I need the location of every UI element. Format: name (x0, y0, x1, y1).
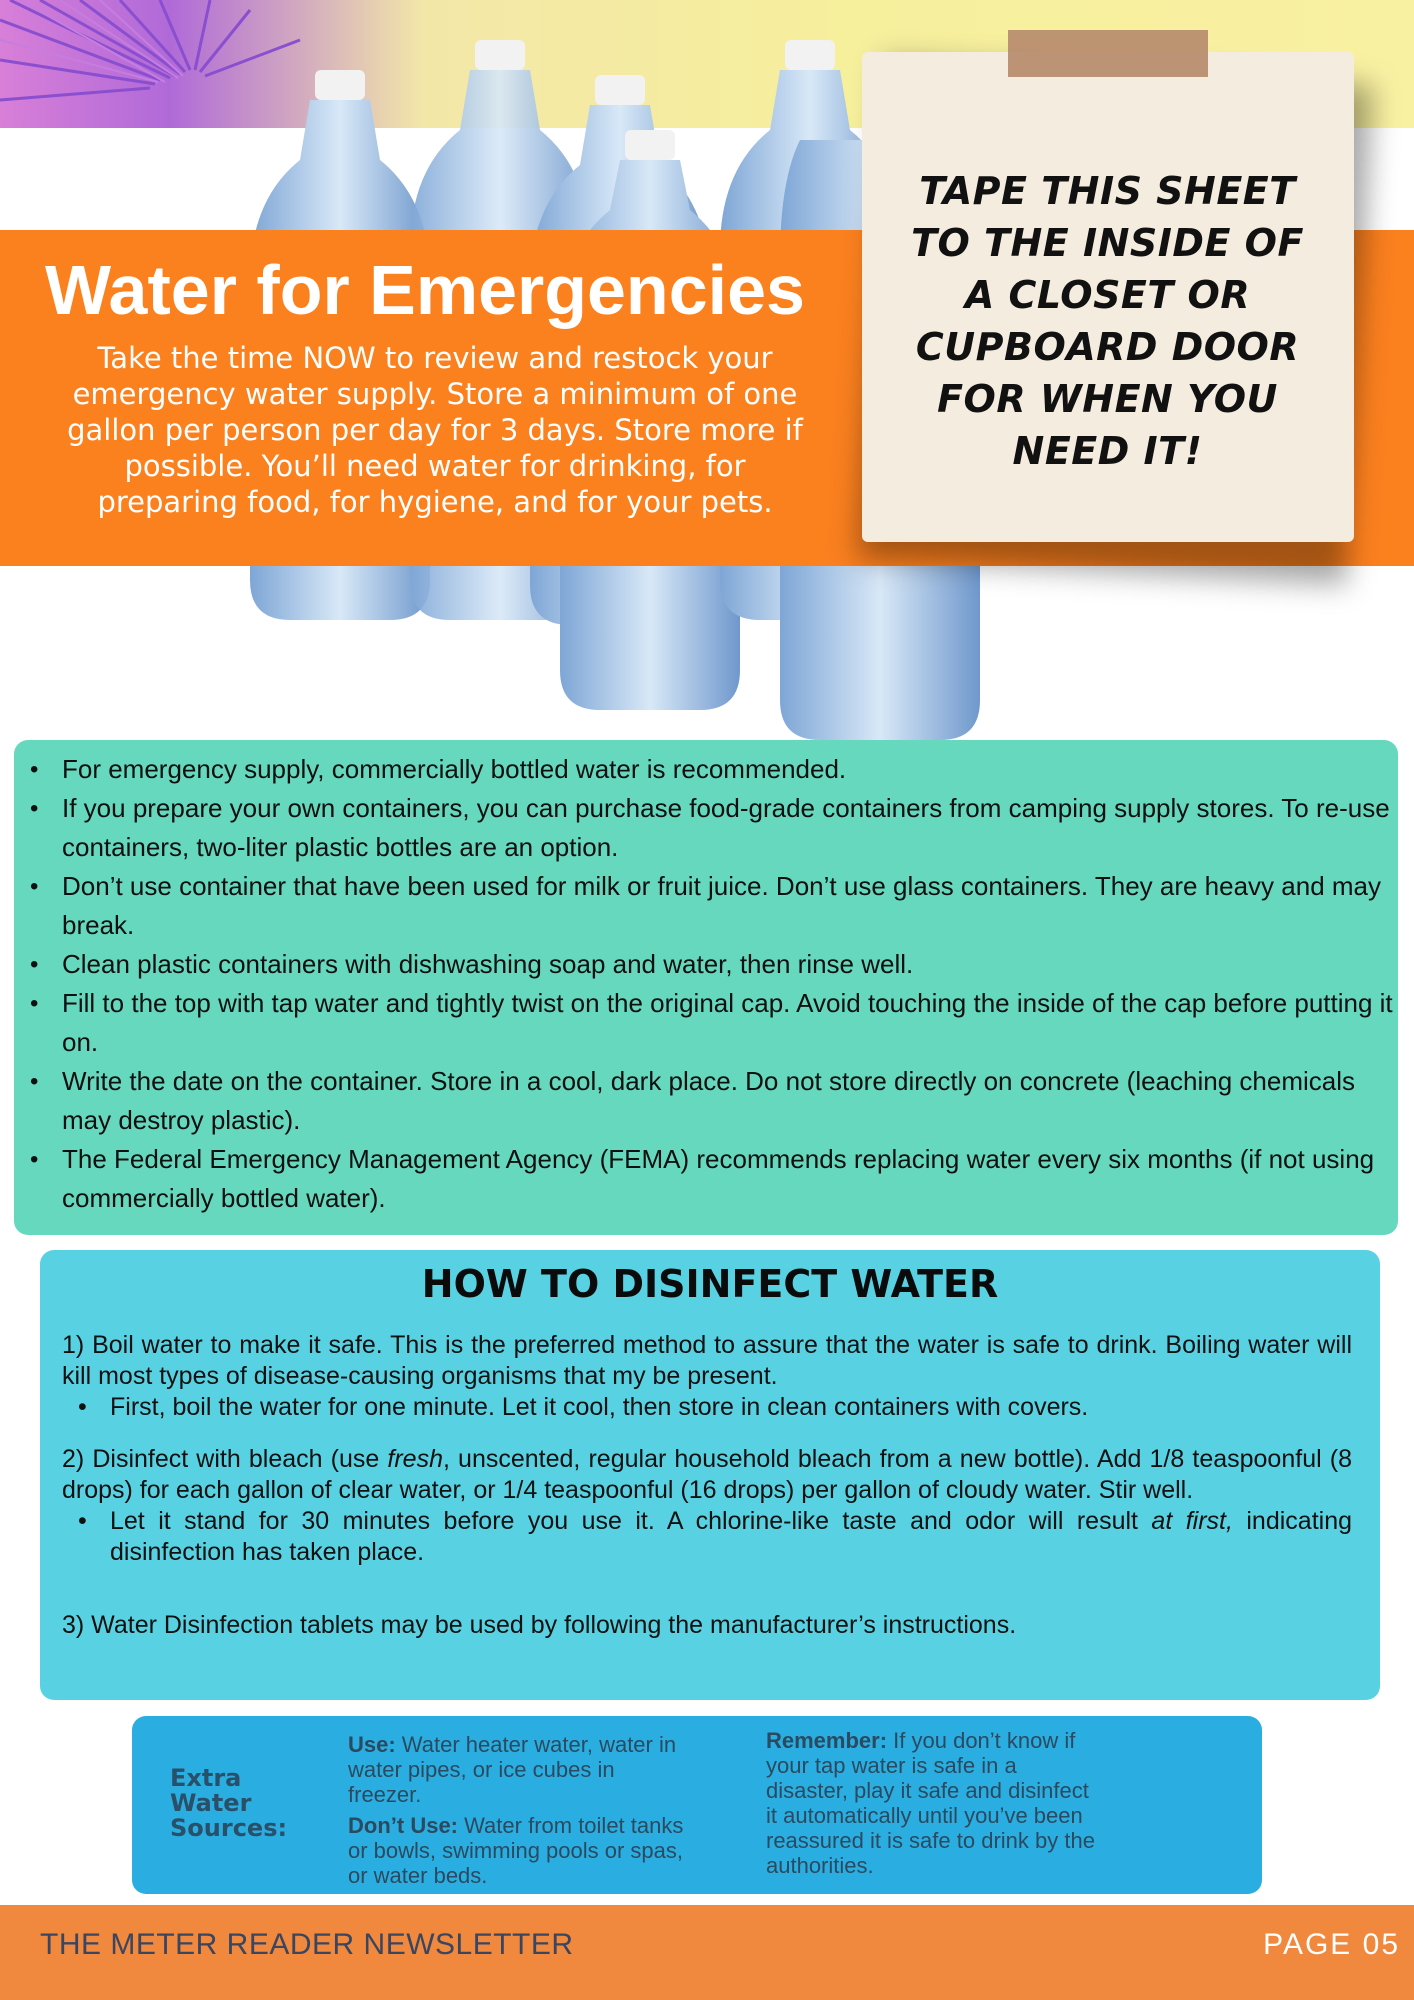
list-item: • If you prepare your own containers, you can purchase food-grade containers from camping supply stores. To re-use containers, two-liter plastic bottles are an option. (28, 789, 1398, 867)
remember-label: Remember: (766, 1728, 888, 1753)
page-number: PAGE 05 (1263, 1928, 1400, 1961)
step-2-bullet-pre: Let it stand for 30 minutes before you use it. A chlorine-like taste and odor will result (110, 1507, 1152, 1535)
disinfect-title: HOW TO DISINFECT WATER (421, 1262, 999, 1306)
step-2-bullet (62, 1506, 1352, 1568)
list-item: • Clean plastic containers with dishwashing soap and water, then rinse well. (28, 945, 1398, 984)
newsletter-name: THE METER READER NEWSLETTER (40, 1928, 574, 1961)
use-sources (348, 1732, 688, 1888)
intro-text: Take the time NOW to review and restock your emergency water supply. Store a minimum of one gallon per person per day for 3 days. Store more if possible. You’ll need water for drinking, for preparing food, for hygiene, and for your pets. (67, 341, 803, 519)
use-text: Water heater water, water in water pipes, or ice cubes in freezer. (348, 1732, 677, 1807)
step-1-bullet: • First, boil the water for one minute. Let it cool, then store in clean containers with covers. (62, 1392, 1352, 1423)
step-2-post: , unscented, regular household bleach from a new bottle). Add 1/8 teaspoonful (8 drops) for each gallon of clear water, or 1/4 teaspoonful (16 drops) per gallon of cloudy water. Stir well. (62, 1445, 1352, 1504)
dont-use-text: Water from toilet tanks or bowls, swimming pools or spas, or water beds. (348, 1813, 684, 1888)
storage-tips-box (14, 740, 1398, 1235)
use-label: Use: (348, 1732, 396, 1757)
step-2-bullet-em: at first, (1151, 1507, 1233, 1535)
step-3: 3) Water Disinfection tablets may be used by following the manufacturer’s instructions. (62, 1611, 1017, 1639)
remember-text: If you don’t know if your tap water is safe in a disaster, play it safe and disinfect it automatically until you’ve been reassured it is safe to drink by the authorities. (766, 1728, 1095, 1878)
disinfect-body (62, 1330, 1352, 1641)
step-2-em: fresh (387, 1445, 443, 1473)
tape-strip (1008, 30, 1208, 77)
page-title: Water for Emergencies (45, 251, 805, 329)
step-2-pre: 2) Disinfect with bleach (use (62, 1445, 388, 1473)
extra-sources-label: Extra Water Sources: (170, 1764, 288, 1842)
list-item: • The Federal Emergency Management Agency (FEMA) recommends replacing water every six months (if not using commercially bottled water). (28, 1140, 1398, 1218)
list-item: • Write the date on the container. Store in a cool, dark place. Do not store directly on concrete (leaching chemicals may destroy plastic). (28, 1062, 1398, 1140)
disinfect-box (40, 1250, 1380, 1700)
note-text: TAPE THIS SHEET TO THE INSIDE OF A CLOSET OR CUPBOARD DOOR FOR WHEN YOU NEED IT! (911, 169, 1304, 473)
step-2-bullet-post: indicating disinfection has taken place. (110, 1507, 1353, 1566)
remember-note (766, 1728, 1096, 1878)
step-2 (62, 1444, 1352, 1506)
dont-use-label: Don’t Use: (348, 1813, 458, 1838)
tips-list (28, 750, 1398, 1218)
step-1: 1) Boil water to make it safe. This is the preferred method to assure that the water is safe to drink. Boiling water will kill most types of disease-causing organisms that my be present. (62, 1331, 1352, 1390)
list-item: • For emergency supply, commercially bottled water is recommended. (28, 750, 1398, 789)
list-item: • Don’t use container that have been used for milk or fruit juice. Don’t use glass containers. They are heavy and may break. (28, 867, 1398, 945)
list-item: • Fill to the top with tap water and tightly twist on the original cap. Avoid touching the inside of the cap before putting it on. (28, 984, 1398, 1062)
extra-sources-box (132, 1716, 1262, 1894)
